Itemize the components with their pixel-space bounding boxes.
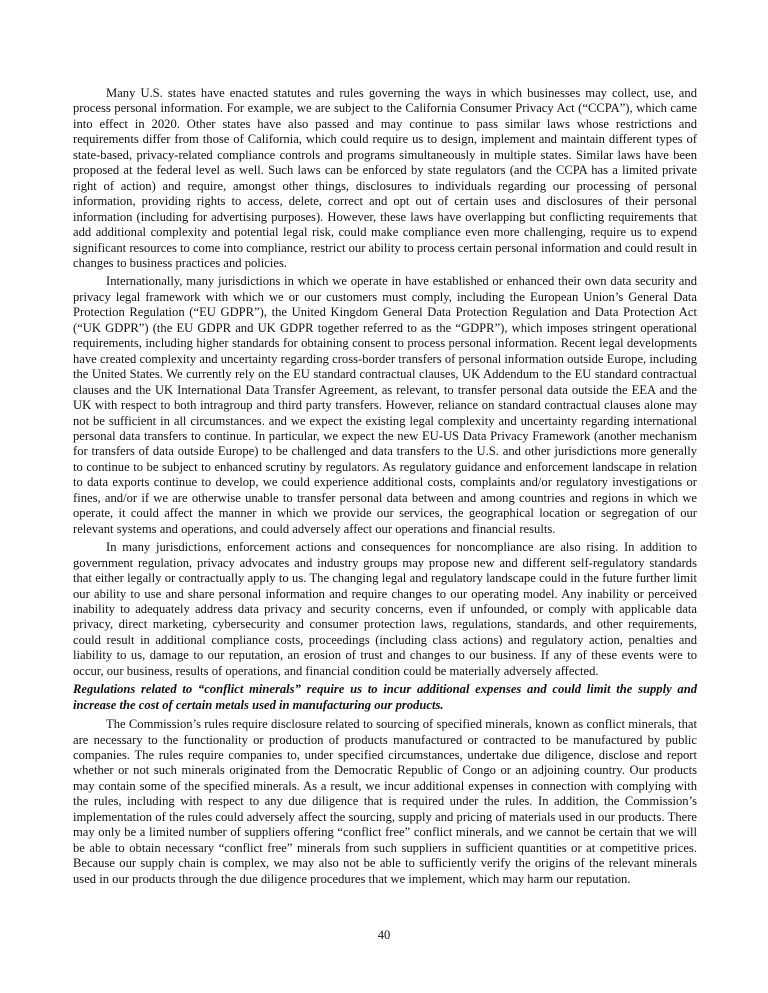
page-number: 40 bbox=[377, 928, 391, 942]
section-heading-conflict-minerals: Regulations related to “conflict minerals” require us to incur additional expenses and could limit the supply and increase the cost of certain metals used in manufacturing our products. bbox=[73, 682, 697, 712]
paragraph-conflict-minerals: The Commission’s rules require disclosure related to sourcing of specified minerals, known as conflict minerals, that are necessary to the functionality or production of products manufactured or contracted to be manufactured by public companies. The rules require companies to, under specified circumstances, undertake due diligence, disclose and report whether or not such minerals originated from the Democratic Republic of Congo or an adjoining country. Our products may contain some of the specified minerals. As a result, we incur additional expenses in connection with complying with the rules, including with respect to any due diligence that is required under the rules. In addition, the Commission’s implementation of the rules could adversely affect the sourcing, supply and pricing of materials used in our products. There may only be a limited number of suppliers offering “conflict free” conflict minerals, and we cannot be certain that we will be able to obtain necessary “conflict free” minerals from such suppliers in sufficient quantities or at competitive prices. Because our supply chain is complex, we may also not be able to sufficiently verify the origins of the relevant minerals used in our products through the due diligence procedures that we implement, which may harm our reputation. bbox=[73, 717, 697, 886]
paragraph-enforcement-actions: In many jurisdictions, enforcement actions and consequences for noncompliance are also rising. In addition to government regulation, privacy advocates and industry groups may propose new and different self-regulatory standards that either legally or contractually apply to us. The changing legal and regulatory landscape could in the future further limit our ability to use and share personal information and require changes to our operating model. Any inability or perceived inability to adequately address data privacy and security concerns, even if unfounded, or comply with applicable data privacy, direct marketing, cybersecurity and consumer protection laws, regulations, standards, and other requirements, could result in additional compliance costs, proceedings (including class actions) and regulatory action, penalties and liability to us, damage to our reputation, an erosion of trust and changes to our business. If any of these events were to occur, our business, results of operations, and financial condition could be materially adversely affected. bbox=[73, 540, 697, 678]
paragraph-international-data-laws: Internationally, many jurisdictions in which we operate in have established or enhanced their own data security and privacy legal framework with which we or our customers must comply, including the European Union’s General Data Protection Regulation (“EU GDPR”), the United Kingdom General Data Protection Regulation and Data Protection Act (“UK GDPR”) (the EU GDPR and UK GDPR together referred to as the “GDPR”), which imposes stringent operational requirements, including higher standards for obtaining consent to process personal information. Recent legal developments have created complexity and uncertainty regarding cross-border transfers of personal information outside Europe, including the United States. We currently rely on the EU standard contractual clauses, UK Addendum to the EU standard contractual clauses and the UK International Data Transfer Agreement, as relevant, to transfer personal data outside the EEA and the UK with respect to both intragroup and third party transfers. However, reliance on standard contractual clauses alone may not be sufficient in all circumstances. and we expect the existing legal complexity and uncertainty regarding international personal data transfers to continue. In particular, we expect the new EU-US Data Privacy Framework (another mechanism for transfers of data outside Europe) to be challenged and data transfers to the U.S. and other jurisdictions more generally to continue to be subject to enhanced scrutiny by regulators. As regulatory guidance and enforcement landscape in relation to data exports continue to develop, we could experience additional costs, complaints and/or regulatory investigations or fines, and/or if we are otherwise unable to transfer personal data between and among countries and regions in which we operate, it could affect the manner in which we provide our services, the geographical location or segregation of our relevant systems and operations, and could adversely affect our operations and financial results. bbox=[73, 274, 697, 536]
paragraph-state-privacy-laws: Many U.S. states have enacted statutes and rules governing the ways in which businesses may collect, use, and process personal information. For example, we are subject to the California Consumer Privacy Act (“CCPA”), which came into effect in 2020. Other states have also passed and may continue to pass similar laws whose restrictions and requirements differ from those of California, which could require us to design, implement and maintain different types of state-based, privacy-related compliance controls and programs simultaneously in multiple states. Similar laws have been proposed at the federal level as well. Such laws can be enforced by state regulators (and the CCPA has a limited private right of action) and require, amongst other things, disclosures to individuals regarding our processing of personal information, providing rights to access, delete, correct and opt out of certain uses and disclosures of their personal information (including for advertising purposes). However, these laws have overlapping but conflicting requirements that add additional complexity and potential legal risk, could make compliance even more challenging, require us to expend significant resources to come into compliance, restrict our ability to process certain personal information and could result in changes to business practices and policies. bbox=[73, 86, 697, 270]
document-body bbox=[73, 86, 697, 890]
